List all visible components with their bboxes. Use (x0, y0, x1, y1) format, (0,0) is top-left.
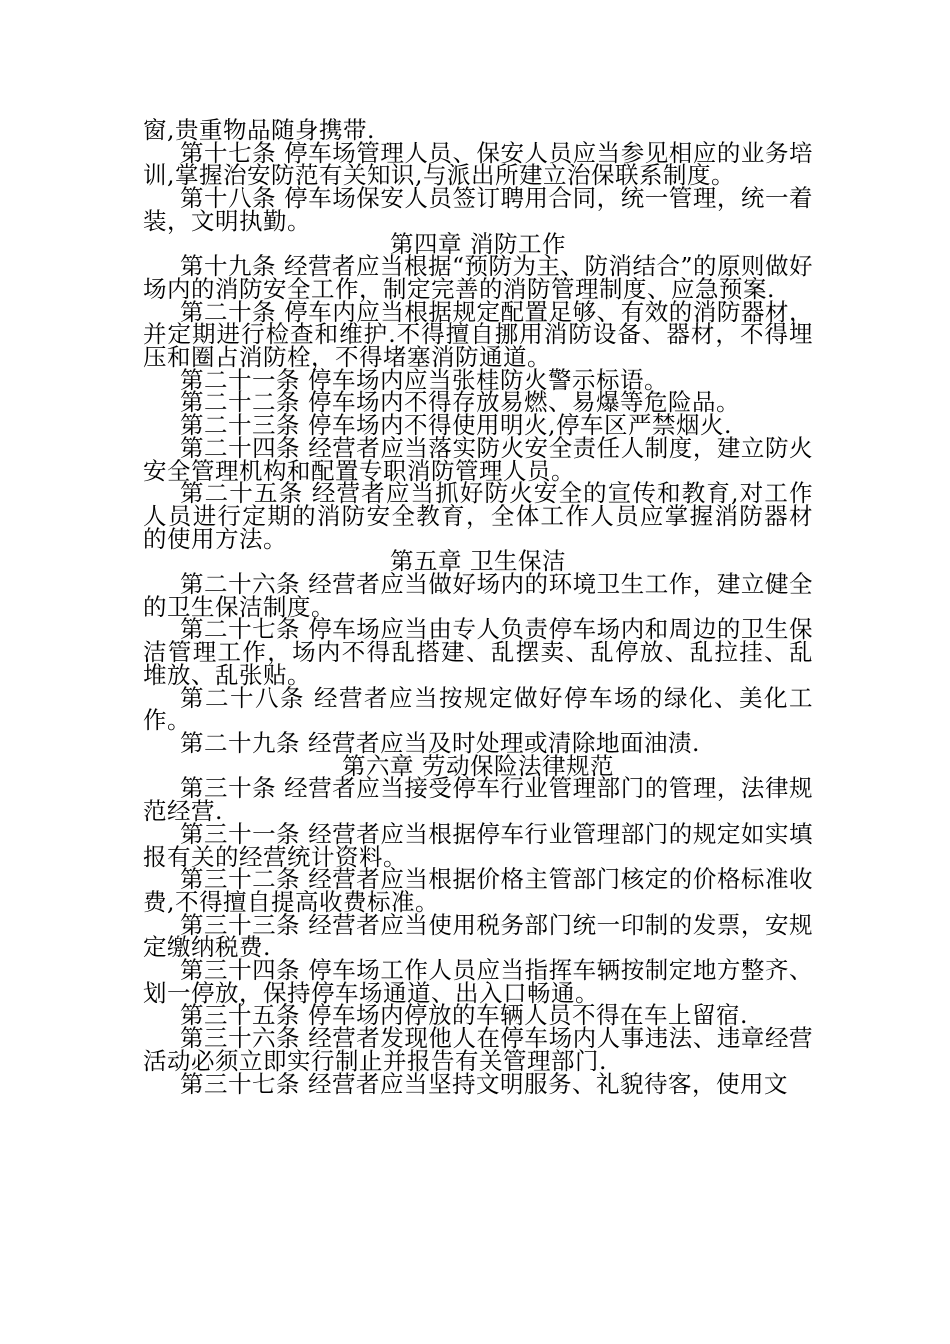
article-23: 第二十三条 停车场内不得使用明火,停车区严禁烟火. (180, 411, 732, 440)
article-26: 第二十六条 经营者应当做好场内的环境卫生工作，建立健全的卫生保洁制度。 (143, 570, 813, 621)
article-32: 第三十二条 经营者应当根据价格主管部门核定的价格标准收费,不得擅自提高收费标准。 (143, 865, 813, 916)
paragraph-continuation: 窗,贵重物品随身携带. (143, 116, 375, 144)
article-29: 第二十九条 经营者应当及时处理或清除地面油渍. (180, 728, 700, 757)
document-body (143, 116, 813, 1098)
article-18: 第十八条 停车场保安人员签订聘用合同，统一管理，统一着装，文明执勤。 (143, 184, 813, 235)
article-24: 第二十四条 经营者应当落实防火安全责任人制度，建立防火安全管理机构和配置专职消防管理人员。 (143, 433, 813, 485)
article-19: 第十九条 经营者应当根据“预防为主、防消结合”的原则做好场内的消防安全工作，制定完善的消防管理制度、应急预案. (143, 252, 813, 303)
article-34: 第三十四条 停车场工作人员应当指挥车辆按制定地方整齐、划一停放，保持停车场通道、出入口畅通。 (143, 956, 813, 1007)
chapter-6-heading: 第六章 劳动保险法律规范 (342, 751, 614, 780)
article-27: 第二十七条 停车场应当由专人负责停车场内和周边的卫生保洁管理工作，场内不得乱搭建、乱摆卖、乱停放、乱拉挂、乱堆放、乱张贴。 (143, 615, 813, 689)
article-36: 第三十六条 经营者发现他人在停车场内人事违法、违章经营活动必须立即实行制止并报告有关管理部门. (143, 1024, 813, 1075)
article-21: 第二十一条 停车场内应当张桂防火警示标语。 (180, 365, 668, 394)
chapter-5-heading: 第五章 卫生保洁 (390, 547, 566, 576)
article-17: 第十七条 停车场管理人员、保安人员应当参见相应的业务培训,掌握治安防范有关知识,与派出所建立治保联系制度。 (143, 138, 813, 190)
article-22: 第二十二条 停车场内不得存放易燃、易爆等危险品。 (180, 388, 740, 417)
article-20: 第二十条 停车内应当根据规定配置足够、有效的消防器材，并定期进行检查和维护.不得擅自挪用消防设备、器材，不得埋压和圈占消防栓，不得堵塞消防通道。 (143, 297, 813, 372)
article-31: 第三十一条 经营者应当根据停车行业管理部门的规定如实填报有关的经营统计资料。 (143, 819, 813, 871)
article-30: 第三十条 经营者应当接受停车行业管理部门的管理，法律规范经营. (143, 774, 813, 826)
article-28: 第二十八条 经营者应当按规定做好停车场的绿化、美化工作。 (143, 683, 813, 735)
article-25: 第二十五条 经营者应当抓好防火安全的宣传和教育,对工作人员进行定期的消防安全教育，全体工作人员应掌握消防器材的使用方法。 (143, 479, 813, 553)
article-35: 第三十五条 停车场内停放的车辆人员不得在车上留宿. (180, 1001, 748, 1030)
article-37: 第三十七条 经营者应当坚持文明服务、礼貌待客，使用文 (180, 1069, 788, 1098)
article-33: 第三十三条 经营者应当使用税务部门统一印制的发票，安规定缴纳税费. (143, 910, 813, 962)
chapter-4-heading: 第四章 消防工作 (390, 229, 566, 258)
